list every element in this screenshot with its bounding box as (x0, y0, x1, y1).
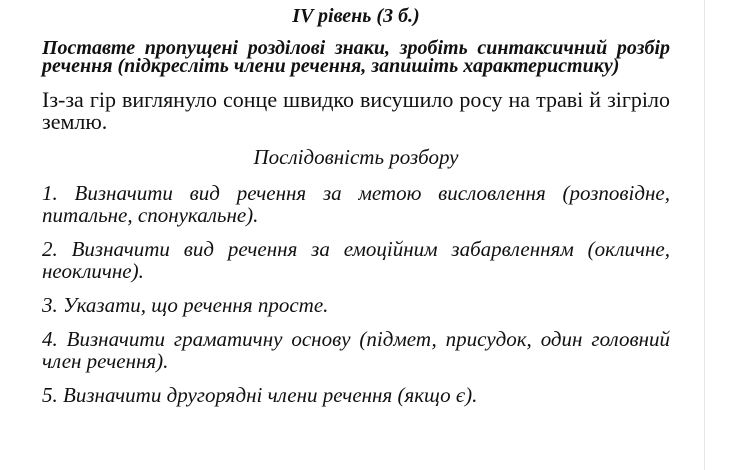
task-instruction: Поставте пропущені розділові знаки, зробіть синтаксичний розбір речення (підкресліть члени речення, запишіть характеристику) (42, 37, 670, 77)
level-title: IV рівень (3 б.) (292, 5, 420, 27)
analysis-step-2: 2. Визначити вид речення за емоційним забарвленням (окличне, неокличне). (42, 237, 670, 283)
analysis-step-4: 4. Визначити граматичну основу (підмет, присудок, один головний член речення). (42, 327, 670, 373)
page-edge-gutter (704, 0, 748, 470)
analysis-step-1: 1. Визначити вид речення за метою висловлення (розповідне, питальне, спонукальне). (42, 181, 670, 227)
exercise-sentence: Із-за гір виглянуло сонце швидко висушило росу на траві й зігріло землю. (42, 87, 670, 134)
analysis-step-3: 3. Указати, що речення просте. (42, 293, 329, 317)
analysis-heading: Послідовність розбору (253, 145, 459, 169)
analysis-step-5: 5. Визначити другорядні члени речення (якщо є). (42, 383, 478, 407)
document-content (42, 4, 670, 418)
analysis-steps-list (42, 182, 670, 406)
